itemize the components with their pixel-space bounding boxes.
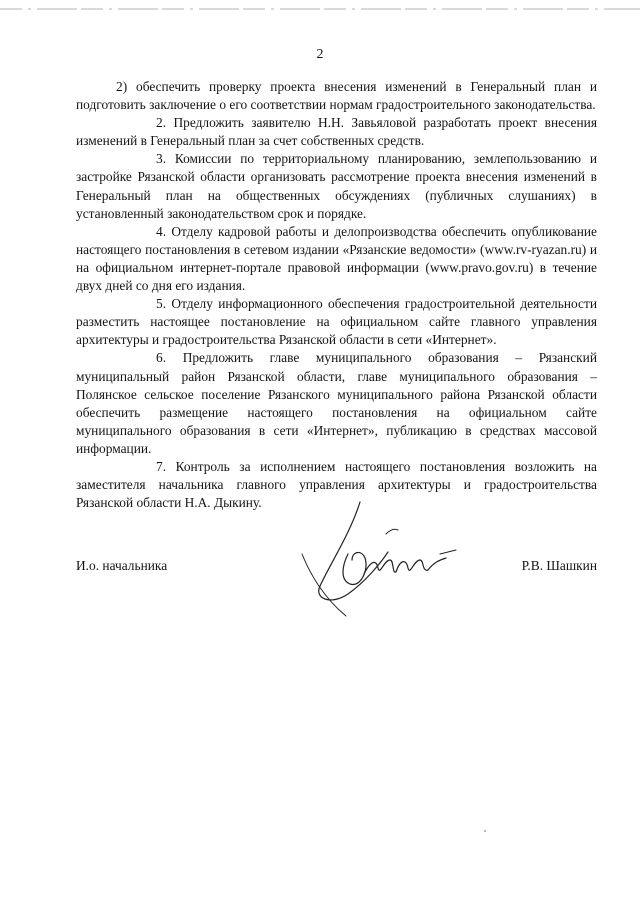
paragraph-1-sub-2 — [76, 78, 597, 114]
scan-top-edge-marks — [0, 7, 640, 11]
paragraph-number: 7. — [156, 458, 167, 474]
paragraph-text: Отделу информационного обеспечения градостроительной деятельности разместить настоящее постановление на официальном сайте главного управления архитектуры и градостроительства Рязанской области в сети «Интернет». — [76, 296, 597, 348]
page-number: 2 — [316, 47, 324, 62]
paragraph-text: Предложить заявителю Н.Н. Завьяловой разработать проект внесения изменений в Генеральный план за счет собственных средств. — [76, 115, 597, 149]
paragraph-number: 6. — [156, 350, 167, 366]
paragraph-2 — [76, 114, 597, 150]
paragraph-text: Отделу кадровой работы и делопроизводства обеспечить опубликование настоящего постановления в сетевом издании «Рязанские ведомости» (www.rv-ryazan.ru) и на официальном интернет-портале правовой информации (www.pravo.gov.ru) в течение двух дней со дня его издания. — [76, 223, 597, 294]
paragraph-text: 2) обеспечить проверку проекта внесения изменений в Генеральный план и подготовить заключение о его соответствии нормам градостроительного законодательства. — [76, 79, 597, 113]
paragraph-number: 5. — [156, 296, 167, 312]
paragraph-number: 4. — [156, 223, 167, 239]
scan-speck — [480, 826, 490, 836]
signatory-title: И.о. начальника — [76, 558, 168, 573]
paragraph-number: 2. — [156, 115, 167, 131]
document-body — [76, 78, 597, 512]
signatory-name: Р.В. Шашкин — [521, 558, 597, 573]
paragraph-6 — [76, 349, 597, 458]
paragraph-3 — [76, 150, 597, 222]
handwritten-signature — [290, 494, 460, 624]
paragraph-5 — [76, 295, 597, 349]
paragraph-4 — [76, 223, 597, 295]
paragraph-text: Предложить главе муниципального образования – Рязанский муниципальный район Рязанской области, главе муниципального образования – Полянское сельское поселение Рязанского муниципального района Рязанской области обеспечить размещение настоящего постановления на официальном сайте муниципального образования в сети «Интернет», публикацию в средствах массовой информации. — [76, 350, 597, 456]
paragraph-text: Контроль за исполнением настоящего постановления возложить на заместителя начальника главного управления архитектуры и градостроительства Рязанской области Н.А. Дыкину. — [76, 458, 597, 511]
paragraph-number: 3. — [156, 151, 167, 167]
paragraph-text: Комиссии по территориальному планированию, землепользованию и застройке Рязанской области организовать рассмотрение проекта внесения изменений в Генеральный план на общественных обсуждениях (публичных слушаниях) в установленный законодательством срок и порядке. — [76, 151, 597, 221]
